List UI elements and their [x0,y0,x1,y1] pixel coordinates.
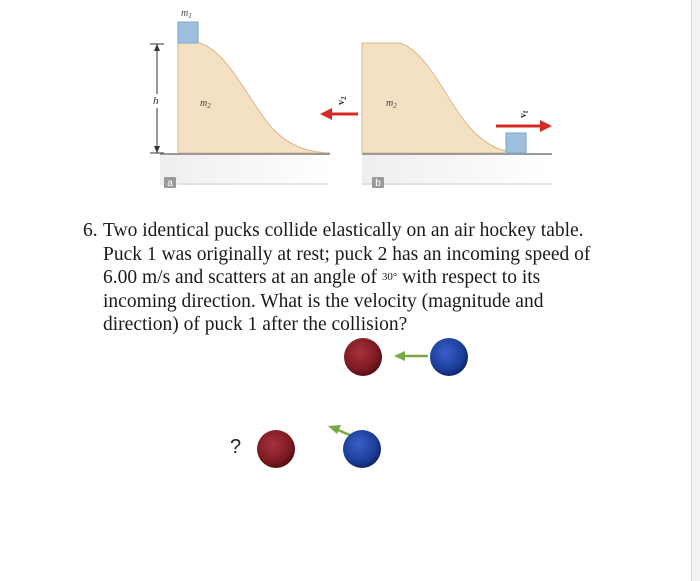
panel-b [320,43,552,189]
v2-arrow [320,108,332,120]
m1-label: $m_1$ [181,8,192,20]
question-line-1: Two identical pucks collide elastically on an air hockey table. [103,220,584,241]
ramp-figure [0,0,700,200]
question-line-3a: 6.00 m/s and scatters at an angle of [103,267,382,288]
panel-label-b: b [375,178,381,189]
puck-1-before [344,338,382,376]
m2-label-b: $m_2$ [386,98,397,110]
unknown-velocity-mark: ? [230,436,242,458]
question-line-2: Puck 1 was originally at rest; puck 2 has an incoming speed of [103,243,591,265]
vf-label: $v_f$ [518,110,530,118]
angle-value: 30° [381,271,398,283]
question-number: 6. [83,220,98,241]
height-label: h [153,95,159,107]
panel-a [150,8,330,189]
puck-diagram [0,320,700,520]
puck-1-after [257,430,295,468]
panel-label-a: a [167,178,173,189]
question-body [83,219,643,337]
puck-2-after [343,430,381,468]
question-line-5: direction) of puck 1 after the collision? [103,314,408,335]
puck-2-incoming-arrow [394,351,405,361]
question-6 [83,219,643,337]
m2-label-a: $m_2$ [200,98,211,110]
puck-2-before [430,338,468,376]
question-line-4: incoming direction. What is the velocity (magnitude and [103,290,544,312]
question-line-3b: with respect to its [397,267,541,288]
v2-label: $v_2$ [336,96,348,105]
block-m1 [178,22,198,43]
vf-arrow [540,120,552,132]
block-m1-b [506,133,526,153]
